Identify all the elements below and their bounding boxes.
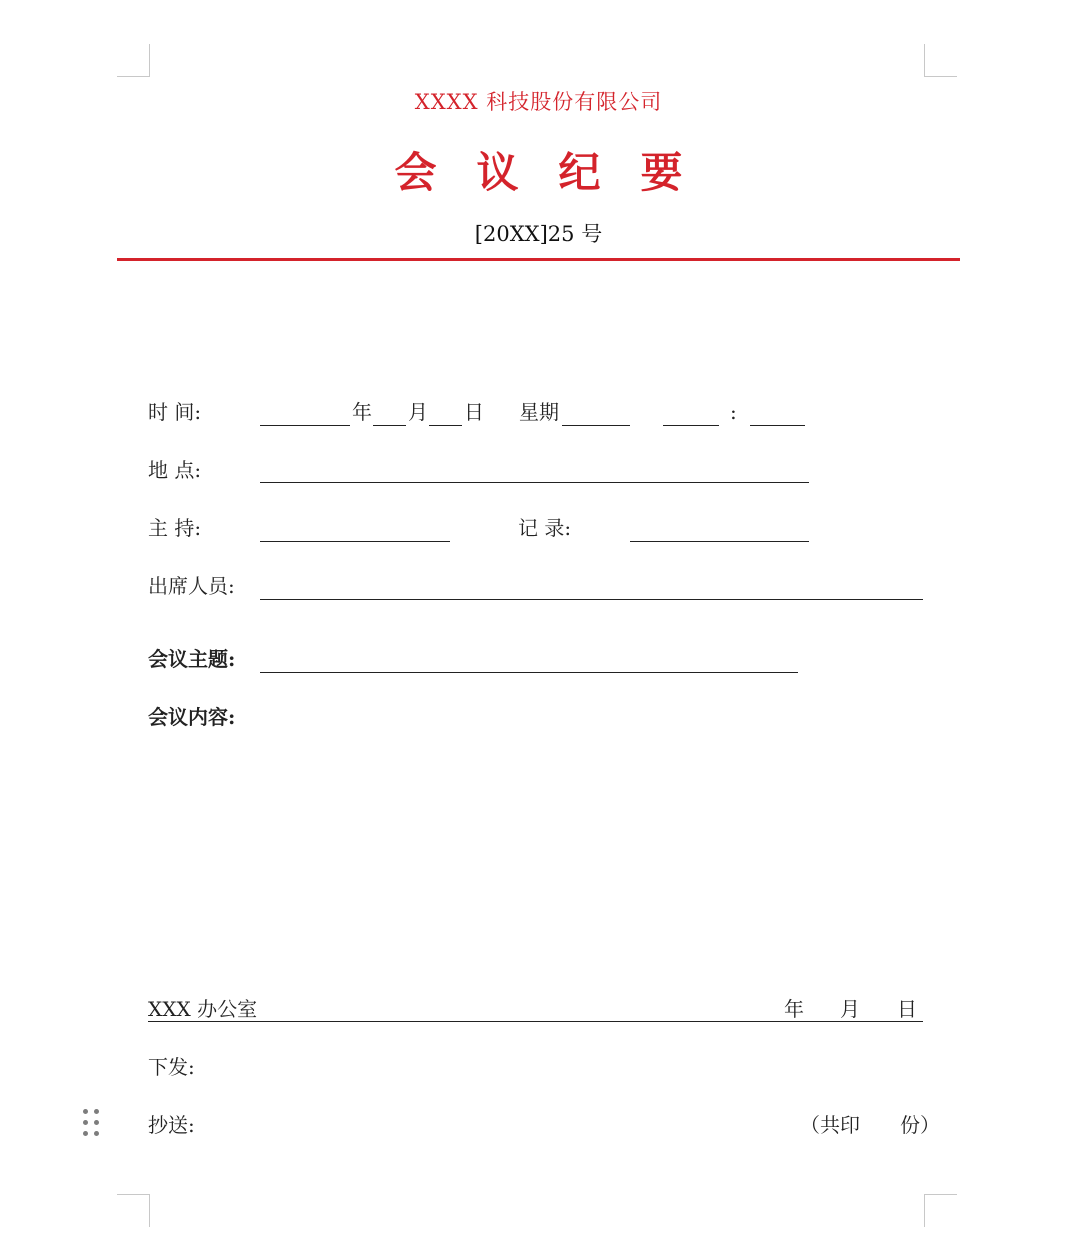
content-area[interactable] xyxy=(148,740,923,980)
day-field[interactable] xyxy=(429,425,462,426)
year-field[interactable] xyxy=(260,425,350,426)
recorder-label: 记 录: xyxy=(518,516,572,540)
weekday-label: 星期 xyxy=(519,400,559,424)
header-divider xyxy=(117,258,960,261)
footer-month-label: 月 xyxy=(840,997,860,1021)
topic-field[interactable] xyxy=(260,672,798,673)
cc-label: 抄送: xyxy=(148,1113,195,1137)
copies-close: 份） xyxy=(900,1113,940,1137)
recorder-field[interactable] xyxy=(630,541,809,542)
time-colon: : xyxy=(730,400,737,424)
copies-open: （共印 xyxy=(800,1113,860,1137)
attendees-field[interactable] xyxy=(260,599,923,600)
drag-handle-icon[interactable] xyxy=(83,1109,101,1139)
place-label: 地 点: xyxy=(148,458,202,482)
year-label: 年 xyxy=(352,400,372,424)
document-title: 会议纪要 xyxy=(394,148,723,197)
footer-day-label: 日 xyxy=(897,997,917,1021)
place-field[interactable] xyxy=(260,482,809,483)
content-label: 会议内容: xyxy=(148,705,236,729)
document-number: [20XX]25 号 xyxy=(474,222,603,246)
topic-label: 会议主题: xyxy=(148,647,236,671)
distribute-label: 下发: xyxy=(148,1055,195,1079)
day-label: 日 xyxy=(464,400,484,424)
issuing-office: XXX 办公室 xyxy=(148,997,258,1021)
corner-mark-top-right xyxy=(924,44,957,77)
corner-mark-bottom-right xyxy=(924,1194,957,1227)
month-label: 月 xyxy=(408,400,428,424)
hour-field[interactable] xyxy=(663,425,719,426)
corner-mark-bottom-left xyxy=(117,1194,150,1227)
host-field[interactable] xyxy=(260,541,450,542)
footer-year-label: 年 xyxy=(784,997,804,1021)
footer-divider xyxy=(148,1021,923,1022)
attendees-label: 出席人员: xyxy=(148,574,235,598)
month-field[interactable] xyxy=(373,425,406,426)
corner-mark-top-left xyxy=(117,44,150,77)
weekday-field[interactable] xyxy=(562,425,630,426)
time-label: 时 间: xyxy=(148,400,202,424)
minute-field[interactable] xyxy=(750,425,805,426)
host-label: 主 持: xyxy=(148,516,202,540)
company-name: XXXX 科技股份有限公司 xyxy=(414,90,663,114)
